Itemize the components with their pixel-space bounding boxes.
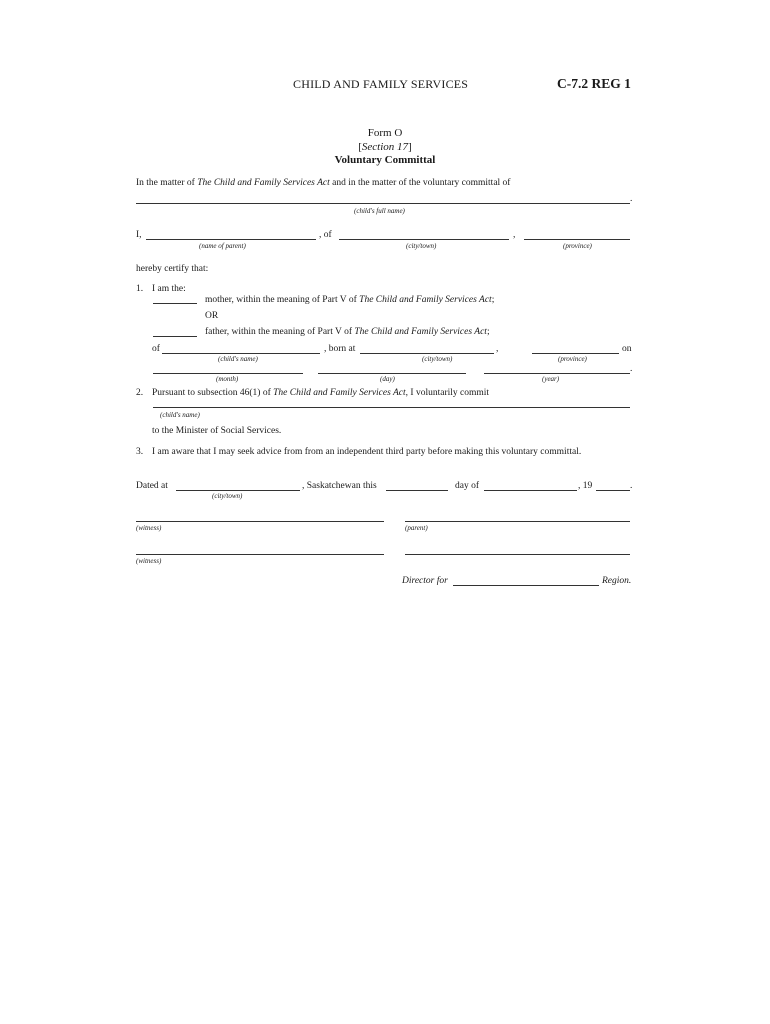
on-text: on (622, 344, 632, 354)
parent-signature-line[interactable] (405, 521, 630, 522)
mother-pre: mother, within the meaning of Part V of (205, 295, 360, 305)
comma-of: , of (319, 230, 332, 240)
month-field[interactable] (153, 373, 303, 374)
item1-text: I am the: (152, 284, 186, 294)
item2-text (152, 388, 489, 399)
intro-pre: In the matter of (136, 178, 198, 188)
intro-post: and in the matter of the voluntary committal of (329, 178, 511, 188)
to-minister-text: to the Minister of Social Services. (152, 426, 282, 436)
caption-witness: (witness) (136, 524, 162, 532)
caption-province: (province) (563, 242, 592, 250)
birth-province-field[interactable] (532, 353, 619, 354)
act-name-father: The Child and Family Services Act (354, 327, 487, 337)
mother-text (205, 295, 494, 306)
child-full-name-field[interactable] (136, 203, 630, 204)
intro-text (136, 178, 510, 189)
caption-child-full-name: (child's full name) (354, 207, 405, 215)
item2-post: , I voluntarily commit (405, 388, 490, 398)
caption-birth-province: (province) (558, 355, 587, 363)
item3-number: 3. (136, 447, 144, 457)
comma-born: , (496, 344, 499, 354)
item2-pre: Pursuant to subsection 46(1) of (152, 388, 274, 398)
of-text: of (152, 344, 160, 354)
caption-month: (month) (216, 375, 239, 383)
caption-city-town: (city/town) (406, 242, 437, 250)
act-name-mother: The Child and Family Services Act (359, 295, 492, 305)
dated-city-field[interactable] (176, 490, 300, 491)
region-field[interactable] (453, 585, 599, 586)
regulation-code: C-7.2 REG 1 (557, 76, 631, 91)
act-name: The Child and Family Services Act (197, 178, 330, 188)
day-field[interactable] (318, 373, 466, 374)
birth-city-field[interactable] (360, 353, 494, 354)
dated-at-text: Dated at (136, 481, 168, 491)
dated-year-field[interactable] (596, 490, 630, 491)
caption-year: (year) (542, 375, 560, 383)
form-name: Form O (367, 127, 403, 139)
i-prefix: I, (136, 230, 142, 240)
born-at-text: , born at (324, 344, 356, 354)
caption-birth-city: (city/town) (422, 355, 453, 363)
running-title: CHILD AND FAMILY SERVICES (293, 77, 469, 91)
mother-post: ; (491, 295, 495, 305)
witness-signature-line-2[interactable] (136, 554, 384, 555)
caption-witness-2: (witness) (136, 557, 162, 565)
act-name-item2: The Child and Family Services Act (273, 388, 406, 398)
caption-childs-name-2: (child's name) (160, 411, 200, 419)
father-post: ; (486, 327, 490, 337)
hereby-certify: hereby certify that: (136, 264, 209, 274)
father-pre: father, within the meaning of Part V of (205, 327, 355, 337)
region-text: Region. (602, 576, 632, 586)
period-year: . (630, 364, 633, 374)
item1-number: 1. (136, 284, 144, 294)
father-text (205, 327, 490, 338)
section-ref: Section 17 (361, 141, 409, 153)
father-checkbox-line[interactable] (153, 336, 197, 337)
form-title: Voluntary Committal (334, 154, 436, 166)
period: . (630, 194, 633, 204)
dated-month-field[interactable] (484, 490, 577, 491)
caption-day: (day) (380, 375, 395, 383)
caption-name-of-parent: (name of parent) (199, 242, 246, 250)
comma: , (513, 230, 516, 240)
committed-child-name-field[interactable] (153, 407, 630, 408)
witness-signature-line-1[interactable] (136, 521, 384, 522)
saskatchewan-this-text: , Saskatchewan this (302, 481, 377, 491)
dated-day-field[interactable] (386, 490, 448, 491)
parent-name-field[interactable] (146, 239, 316, 240)
caption-dated-city: (city/town) (212, 492, 243, 500)
item3-text: I am aware that I may seek advice from from an independent third party before making this voluntary committal. (152, 447, 582, 457)
period-dated: . (630, 481, 633, 491)
director-for-text: Director for (402, 576, 448, 586)
city-town-field[interactable] (339, 239, 509, 240)
year-field[interactable] (484, 373, 630, 374)
province-field[interactable] (524, 239, 630, 240)
mother-checkbox-line[interactable] (153, 303, 197, 304)
or-text: OR (205, 311, 219, 321)
caption-childs-name: (child's name) (218, 355, 258, 363)
director-signature-line[interactable] (405, 554, 630, 555)
child-name-field[interactable] (162, 353, 320, 354)
day-of-text: day of (455, 481, 480, 491)
caption-parent: (parent) (405, 524, 428, 532)
item2-number: 2. (136, 388, 144, 398)
comma-19-text: , 19 (578, 481, 593, 491)
form-section: [Section 17] (358, 141, 412, 153)
